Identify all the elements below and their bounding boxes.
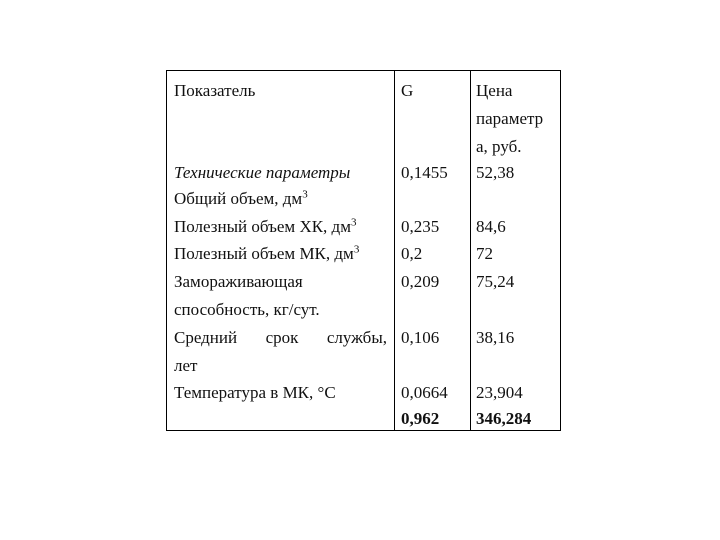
row-label-useful-volume-fridge (174, 213, 387, 241)
row-label-freezing-capacity: Замораживающая (174, 272, 303, 291)
row-label-freezing-capacity-cont: способность, кг/сут. (174, 300, 320, 319)
header-price-line: а, руб. (476, 137, 522, 156)
row-g-useful-volume-freezer: 0,2 (401, 244, 423, 263)
parameters-table (166, 70, 561, 431)
row-g-freezer-temperature: 0,0664 (401, 383, 448, 402)
row-label-text: Полезный объем ХК, дм (174, 217, 351, 236)
row-g-useful-volume-fridge: 0,235 (401, 217, 440, 236)
column-divider (394, 71, 395, 430)
unit-superscript: 3 (350, 216, 357, 229)
row-label-freezer-temperature: Температура в МК, °С (174, 383, 336, 402)
row-price-useful-volume-freezer: 72 (476, 244, 493, 263)
row-label-service-life: Средний срок службы, (174, 328, 387, 347)
header-indicator: Показатель (174, 81, 256, 100)
row-g-service-life: 0,106 (401, 328, 440, 347)
row-label-service-life-cont: лет (174, 356, 198, 375)
unit-superscript: 3 (302, 188, 308, 201)
row-label-technical: Технические параметры (174, 163, 351, 182)
row-g-technical: 0,1455 (401, 163, 448, 182)
row-price-service-life: 38,16 (476, 328, 515, 347)
row-g-freezing-capacity: 0,209 (401, 272, 440, 291)
row-price-freezing-capacity: 75,24 (476, 272, 515, 291)
total-price: 346,284 (476, 409, 532, 428)
column-divider (470, 71, 471, 430)
row-label-total-volume (174, 185, 387, 213)
row-price-technical: 52,38 (476, 163, 515, 182)
row-label-text: Полезный объем МК, дм (174, 244, 354, 263)
unit-superscript: 3 (353, 243, 360, 256)
row-label-text: Общий объем, дм (174, 189, 303, 208)
total-g: 0,962 (401, 409, 440, 428)
row-price-useful-volume-fridge: 84,6 (476, 217, 506, 236)
row-price-freezer-temperature: 23,904 (476, 383, 523, 402)
header-price-line: Цена (476, 81, 513, 100)
header-price (476, 77, 558, 161)
row-label-useful-volume-freezer (174, 240, 387, 268)
header-g: G (401, 81, 414, 100)
header-price-line: параметр (476, 109, 544, 128)
